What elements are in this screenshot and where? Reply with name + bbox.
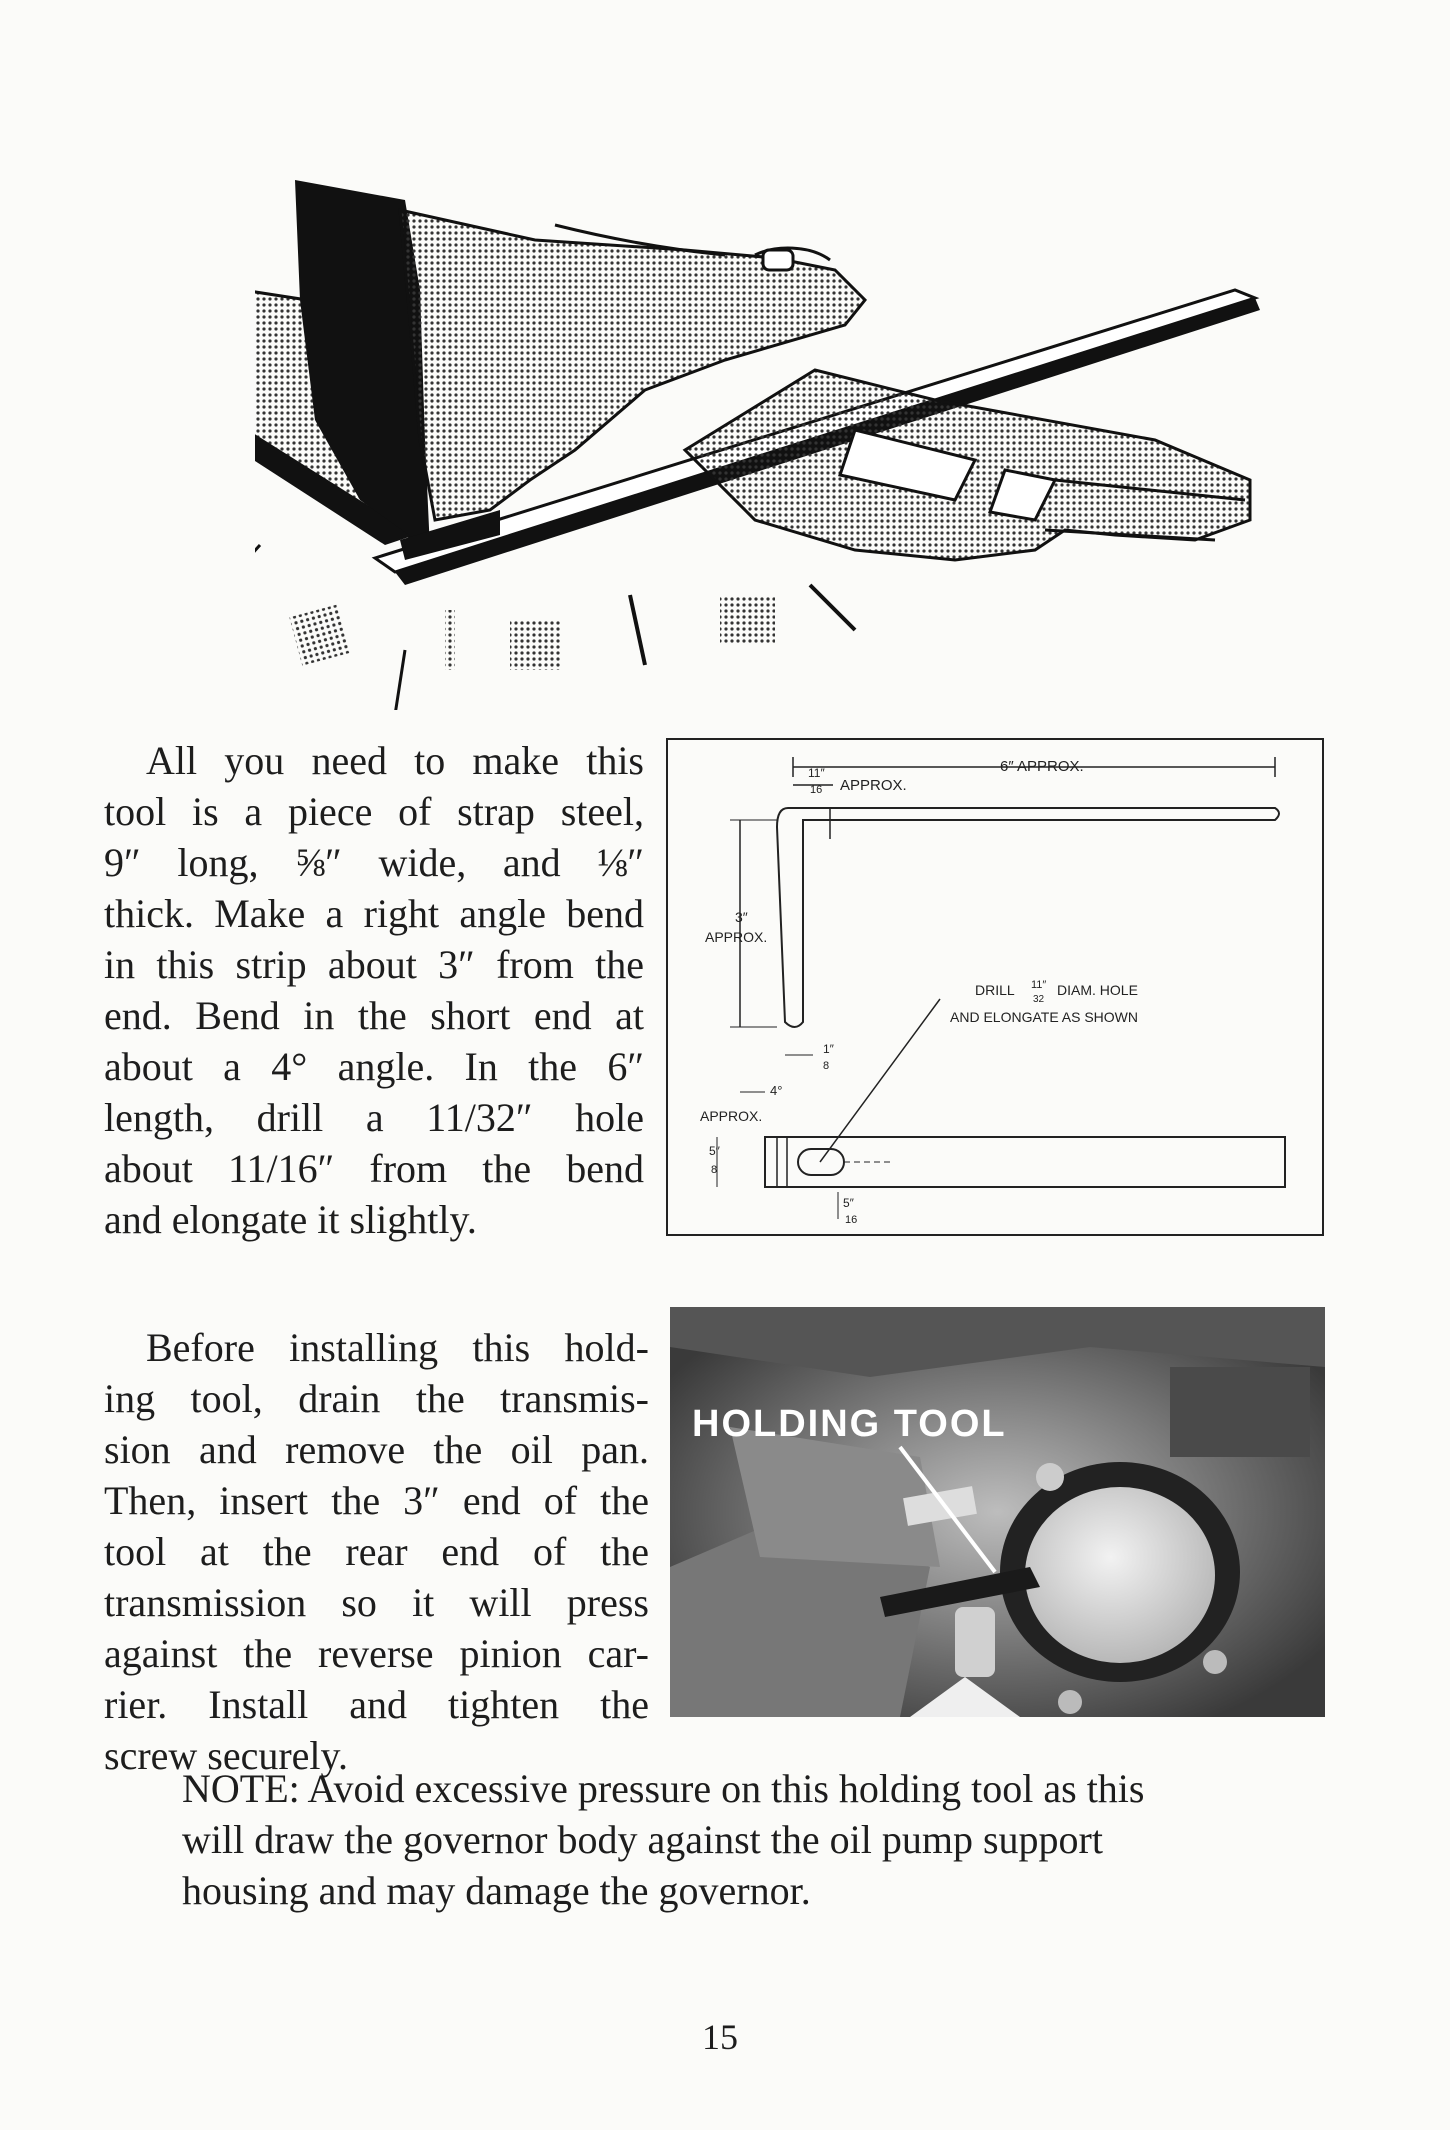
paragraph-line: sion and remove the oil pan. [104, 1427, 649, 1472]
bent-strap-side-view [777, 808, 1279, 1027]
five-sixteenths-num: 5″ [843, 1196, 854, 1210]
note-line: NOTE: Avoid excessive pressure on this holding tool as this [182, 1766, 1145, 1811]
five-sixteenths-den: 16 [845, 1214, 858, 1226]
paragraph-line: transmission so it will press [104, 1580, 649, 1625]
note-line: will draw the governor body against the oil pump support [182, 1817, 1103, 1862]
three-inch-label: 3″ [735, 909, 748, 925]
paragraph-line: tool is a piece of strap steel, [104, 789, 644, 834]
paragraph-line: tool at the rear end of the [104, 1529, 649, 1574]
paragraph-line: All you need to make this [146, 738, 644, 783]
approx-bottom-label: APPROX. [700, 1108, 763, 1124]
paragraph-line: length, drill a 11/32″ hole [104, 1095, 644, 1140]
instructions-paragraph-2 [104, 1322, 649, 1781]
paragraph-line: about a 4° angle. In the 6″ [104, 1044, 644, 1089]
holding-tool-photo [670, 1307, 1325, 1717]
approx-top-label: APPROX. [840, 777, 907, 794]
paragraph-line: ing tool, drain the transmis- [104, 1376, 649, 1421]
paragraph-line: against the reverse pinion car- [104, 1631, 649, 1676]
one-eighth-num: 1″ [823, 1042, 834, 1056]
five-eighths-num: 5″ [709, 1144, 720, 1158]
elongated-hole [798, 1149, 844, 1175]
holding-tool-label: HOLDING TOOL [692, 1403, 1007, 1445]
four-degree-label: 4° [770, 1083, 783, 1098]
paragraph-line: Before installing this hold- [146, 1325, 649, 1370]
paragraph-line: thick. Make a right angle bend [104, 891, 644, 936]
paragraph-line: rier. Install and tighten the [104, 1682, 649, 1727]
instructions-paragraph-1 [104, 735, 644, 1245]
paragraph-line: and elongate it slightly. [104, 1197, 477, 1242]
paragraph-line: 9″ long, ⅝″ wide, and ⅛″ [104, 840, 644, 885]
eleven-sixteenths-num: 11″ [808, 766, 825, 780]
drill-num: 11″ [1031, 979, 1047, 991]
holding-tool-diagram [665, 737, 1325, 1237]
six-inch-label: 6″ APPROX. [1000, 758, 1084, 775]
page-number: 15 [702, 2017, 738, 2057]
note-paragraph [182, 1763, 1267, 1916]
approx-left-label: APPROX. [705, 929, 768, 945]
elongate-label: AND ELONGATE AS SHOWN [950, 1009, 1138, 1025]
paragraph-line: in this strip about 3″ from the [104, 942, 644, 987]
drill-prefix: DRILL [975, 982, 1015, 998]
drill-suffix: DIAM. HOLE [1057, 982, 1138, 998]
drill-den: 32 [1033, 994, 1045, 1005]
paragraph-line: Then, insert the 3″ end of the [104, 1478, 649, 1523]
note-line: housing and may damage the governor. [182, 1868, 811, 1913]
paragraph-line: end. Bend in the short end at [104, 993, 644, 1038]
five-eighths-den: 8 [711, 1164, 718, 1176]
paragraph-line: screw securely. [104, 1733, 348, 1778]
eleven-sixteenths-den: 16 [810, 784, 823, 796]
paragraph-line: about 11/16″ from the bend [104, 1146, 644, 1191]
hand-bending-strap-illustration [255, 140, 1275, 710]
one-eighth-den: 8 [823, 1060, 830, 1072]
